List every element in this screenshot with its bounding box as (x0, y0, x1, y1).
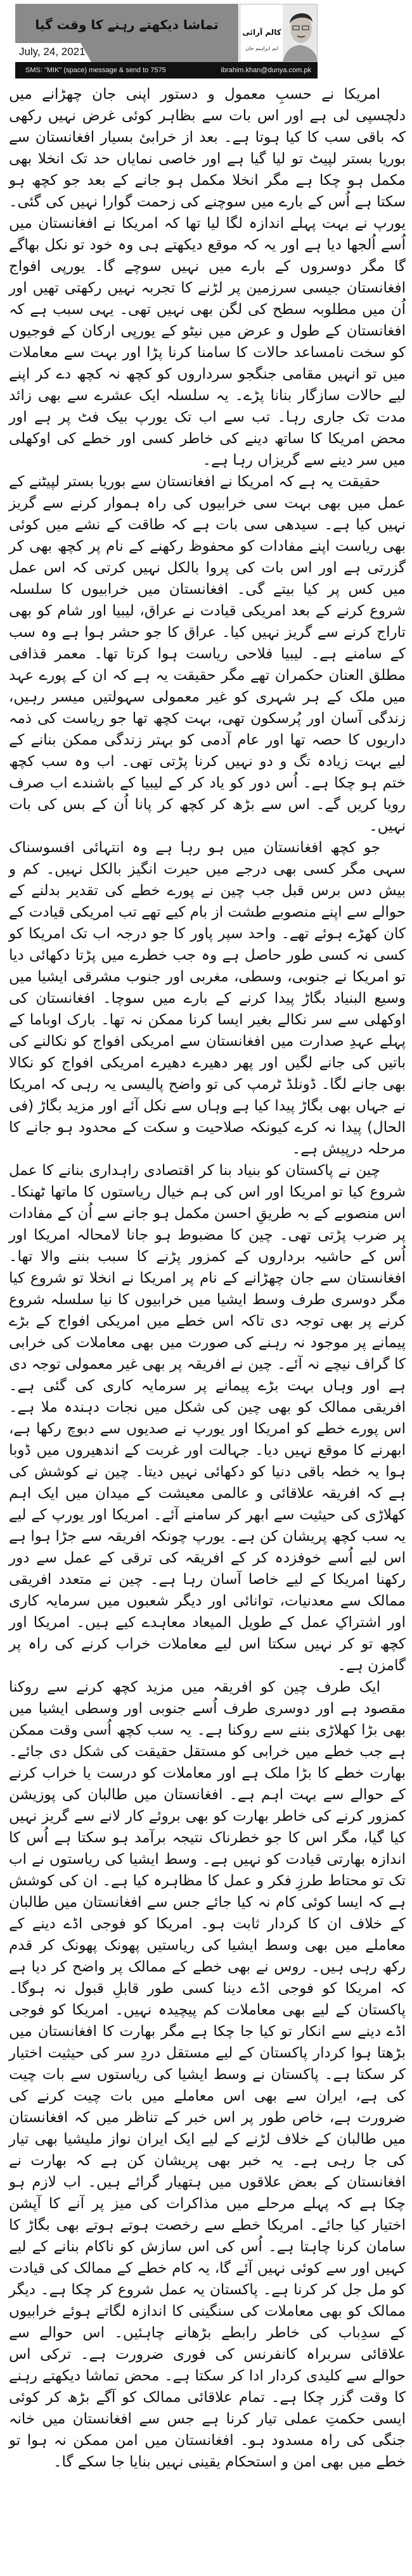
author-email[interactable]: ibrahim.khan@dunya.com.pk (221, 66, 311, 74)
contact-strip (15, 62, 318, 79)
publish-date: July, 24, 2021 (19, 46, 86, 58)
article-body (9, 84, 406, 2473)
column-header (15, 4, 318, 79)
article-paragraph: امریکا نے حسبِ معمول و دستور اپنی جان چھڑانے میں دلچسپی لی ہے اور اس بات سے بظاہر کوئی غرض نہیں رکھی کہ باقی سب کا کیا ہوتا ہے۔ بعد از خرابیٔ بسیار افغانستان سے بوریا بستر لپیٹ تو لیا گیا ہے اور خاصی نمایاں حد تک انخلا بھی مکمل ہو چکا ہے مگر انخلا مکمل ہو جانے کے بعد جو کچھ ہو سکتا ہے اُس کے بارے میں سوچنے کی زحمت گوارا نہیں کی گئی۔ یورپ نے بہت پہلے اندازہ لگا لیا تھا کہ امریکا نے افغانستان میں اُسے اُلجھا دیا ہے اور یہ کہ موقع دیکھتے ہی وہ خود تو نکل بھاگے گا مگر دوسروں کے بارے میں نہیں سوچے گا۔ یورپی افواج افغانستان جیسی سرزمین پر لڑنے کا تجربہ نہیں رکھتی تھیں اور اُن میں مطلوبہ سطح کی لگن بھی نہیں تھی۔ یہی سبب ہے کہ افغانستان کے طول و عرض میں نیٹو کے یورپی ارکان کے فوجیوں کو سخت نامساعد حالات کا سامنا کرنا پڑا اور بہت سے معاملات میں تو انہیں مقامی جنگجو سرداروں کو کچھ نہ کچھ دے کر اپنے لیے حالات سازگار بنانا پڑے۔ یہ سلسلہ ایک عشرے سے بھی زائد مدت تک جاری رہا۔ تب سے اب تک یورپ بیک فٹ پر ہے اور محض امریکا کا ساتھ دینے کی خاطر کسی اور خطے کی اوکھلی میں سر دینے سے گریزاں رہا ہے۔ (9, 86, 406, 468)
author-photo (283, 4, 317, 62)
sms-info: SMS: "MIK" (space) message & send to 7575 (25, 66, 166, 74)
author-name: ایم ابراہیم خان (245, 46, 278, 51)
columnist-profile (240, 4, 318, 62)
column-logo: کالم آرائی (242, 28, 281, 37)
article-paragraph: جو کچھ افغانستان میں ہو رہا ہے وہ انتہائی افسوسناک سہی مگر کسی بھی درجے میں حیرت انگیز بالکل نہیں۔ کم و بیش دس برس قبل جب چین نے پورے خطے کی تقدیر بدلنے کے حوالے سے اپنے منصوبے طشت از بام کیے تھے تب امریکی قیادت کے کان کھڑے ہوئے تھے۔ واحد سپر پاور کا جو درجہ اب تک امریکا کو کسی نہ کسی طور حاصل ہے وہ جب خطرے میں پڑتا دکھائی دیا تو امریکا نے جنوبی، وسطی، مغربی اور جنوب مشرقی ایشیا میں وسیع البنیاد بگاڑ پیدا کرنے کے بارے میں سوچا۔ افغانستان کی اوکھلی سے سر نکالے بغیر ایسا کرنا ممکن نہ تھا۔ بارک اوباما کے پہلے عہدِ صدارت میں افغانستان سے امریکی افواج کو نکالنے کی باتیں کی جانے لگیں اور پھر دھیرے دھیرے امریکی افواج کو نکالا بھی جانے لگا۔ ڈونلڈ ٹرمپ کی تو واضح پالیسی یہ رہی کہ امریکا نے جہاں بھی بگاڑ پیدا کیا ہے وہاں سے نکل آئے اور مزید بگاڑ (فی الحال) پیدا نہ کرے کیونکہ صلاحیت و سکت کے محدود ہو جانے کا مرحلہ درپیش ہے۔ (9, 839, 406, 1157)
article-paragraph: چین نے پاکستان کو بنیاد بنا کر اقتصادی راہداری بنانے کا عمل شروع کیا تو امریکا اور اس کی ہم خیال ریاستوں کا ماتھا ٹھنکا۔ اس منصوبے کے بہ طریقِ احسن مکمل ہو جانے سے اُن کے مفادات پر ضرب پڑتی تھی۔ چین کا مضبوط ہو جانا لامحالہ امریکا اور اُس کے حاشیہ برداروں کے کمزور پڑنے کا سبب بننے والا تھا۔ افغانستان سے جان چھڑانے کے نام پر امریکا نے انخلا تو شروع کیا مگر دوسری طرف وسط ایشیا میں خرابیوں کا نیا سلسلہ شروع کرنے پر بھی توجہ دی تاکہ اس خطے میں امریکی افواج کے بڑے پیمانے پر موجود نہ رہنے کی صورت میں بھی معاملات کی خرابی کا گراف نیچے نہ آئے۔ چین نے افریقہ پر بھی غیر معمولی توجہ دی ہے اور وہاں بہت بڑے پیمانے پر سرمایہ کاری کی گئی ہے۔ افریقی ممالک کو بھی چین کی شکل میں نجات دہندہ ملا ہے۔ اس پورے خطے کو امریکا اور یورپ نے صدیوں سے دبوچ رکھا ہے، ابھرنے کا موقع نہیں دیا۔ جہالت اور غربت کے اندھیروں میں ڈوبا ہوا یہ خطہ باقی دنیا کو دکھائی نہیں دیتا۔ چین نے کوشش کی ہے کہ افریقہ علاقائی و عالمی معیشت کے میدان میں ایک اہم کھلاڑی کی حیثیت سے ابھر کر سامنے آئے۔ امریکا اور یورپ کے لیے یہ سب کچھ پریشان کن ہے۔ یورپ چونکہ افریقہ سے جڑا ہوا ہے اس لیے اُسے خوفزدہ کر کے افریقہ کی ترقی کے عمل سے دور رکھنا امریکا کے لیے خاصا آسان رہا ہے۔ چین نے متعدد افریقی ممالک سے معدنیات، توانائی اور دیگر شعبوں میں سرمایہ کاری اور اشتراکِ عمل کے طویل المیعاد معاہدے کیے ہیں۔ امریکا اور کچھ تو کر نہیں سکتا اس لیے معاملات خراب کرنے کی راہ پر گامزن ہے۔ (9, 1162, 406, 1674)
article-paragraph: ایک طرف چین کو افریقہ میں مزید کچھ کرنے سے روکنا مقصود ہے اور دوسری طرف اُسے جنوبی اور وسطی ایشیا میں بھی بڑا کھلاڑی بننے سے روکنا ہے۔ یہ سب کچھ اُسی وقت ممکن ہے جب خطے میں خرابی کو مستقل حقیقت کی شکل دی جائے۔ بھارت خطے کا بڑا ملک ہے اور معاملات کو درست یا خراب کرنے کے حوالے سے بہت اہم ہے۔ افغانستان میں طالبان کی پوزیشن کمزور کرنے کی خاطر بھارت کو بھی بروئے کار لانے سے گریز نہیں کیا گیا، مگر اس کا جو خطرناک نتیجہ برآمد ہو سکتا ہے اُس کا اندازہ بھارتی قیادت کو نہیں ہے۔ وسط ایشیا کی ریاستوں نے اب تک تو محتاط طرزِ فکر و عمل کا مظاہرہ کیا ہے۔ ان کی کوشش ہے کہ ایسا کوئی کام نہ کیا جائے جس سے افغانستان میں طالبان کے خلاف ان کا کردار ثابت ہو۔ امریکا کو فوجی اڈے دینے کے معاملے میں بھی وسط ایشیا کی ریاستیں پھونک پھونک کر قدم رکھ رہی ہیں۔ روس نے بھی خطے کے ممالک پر واضح کر دیا ہے کہ امریکا کو فوجی اڈے دینا کسی طور قابلِ قبول نہ ہوگا۔ پاکستان کے لیے بھی معاملات کم پیچیدہ نہیں۔ امریکا کو فوجی اڈے دینے سے انکار تو کیا جا چکا ہے مگر بھارت کا افغانستان میں بڑھتا ہوا کردار پاکستان کے لیے مستقل دردِ سر کی حیثیت اختیار کر سکتا ہے۔ پاکستان نے وسط ایشیا کی ریاستوں سے بات چیت کی ہے، ایران سے بھی اس معاملے میں بات چیت کرنے کی ضرورت ہے، خاص طور پر اس خبر کے تناظر میں کہ افغانستان میں طالبان کے خلاف لڑنے کے لیے ایک ایران نواز ملیشیا بھی تیار کی جا رہی ہے۔ یہ خبر بھی پریشان کن ہے کہ بھارت نے افغانستان کے بعض علاقوں میں ہتھیار گرائے ہیں۔ اب لازم ہو چکا ہے کہ پہلے مرحلے میں مذاکرات کی میز پر آنے کا آپشن اختیار کیا جائے۔ امریکا خطے سے رخصت ہوتے ہوتے بھی بگاڑ کا سامان کرنا چاہتا ہے۔ اُس کی اس سازش کو ناکام بنانے کے لیے کہیں اور سے کوئی نہیں آئے گا، یہ کام خطے کے ممالک کی قیادت کو مل جل کر کرنا ہے۔ پاکستان یہ عمل شروع کر چکا ہے۔ دیگر ممالک کو بھی معاملات کی سنگینی کا اندازہ لگاتے ہوئے خرابیوں کے سدِباب کی خاطر رابطے بڑھانے چاہئیں۔ اس حوالے سے علاقائی سربراہ کانفرنس کی فوری ضرورت ہے۔ ترکی اس حوالے سے کلیدی کردار ادا کر سکتا ہے۔ محض تماشا دیکھتے رہنے کا وقت گزر چکا ہے۔ تمام علاقائی ممالک کو آگے بڑھ کر کوئی ایسی حکمتِ عملی تیار کرنا ہے جس سے افغانستان میں خانہ جنگی کی راہ مسدود ہو۔ افغانستان میں امن ممکن نہ ہوا تو خطے میں بھی امن و استحکام یقینی نہیں بنایا جا سکے گا۔ (9, 1679, 406, 2470)
article-paragraph: حقیقت یہ ہے کہ امریکا نے افغانستان سے بوریا بستر لپیٹنے کے عمل میں بھی بہت سی خرابیوں کی راہ ہموار کرنے سے گریز نہیں کیا ہے۔ سیدھی سی بات ہے کہ طاقت کے نشے میں کوئی بھی ریاست اپنے مفادات کو محفوظ رکھنے کے نام پر کچھ بھی کر گزرتی ہے اور اس بات کی پروا بالکل نہیں کرتی کہ اس عمل میں کس پر کیا بیتے گی۔ افغانستان میں خرابیوں کا سلسلہ شروع کرنے کے بعد امریکی قیادت نے عراق، لیبیا اور شام کو بھی تاراج کرنے سے گریز نہیں کیا۔ عراق کا جو حشر ہوا ہے وہ سب کے سامنے ہے۔ لیبیا فلاحی ریاست ہوا کرتا تھا۔ معمر قذافی مطلق العنان حکمران تھے مگر حقیقت یہ ہے کہ ان کے پورے عہد میں ملک کے ہر شہری کو غیر معمولی سہولتیں میسر رہیں، زندگی آسان اور پُرسکون تھی، بہت کچھ تھا جو ریاست کی ذمہ داریوں کا حصہ تھا اور عام آدمی کو بہتر زندگی ممکن بنانے کے لیے بہت زیادہ تگ و دو نہیں کرنا پڑتی تھی۔ اب وہ سب کچھ ختم ہو چکا ہے۔ اُس دور کو یاد کر کے لیبیا کے باشندے اب صرف رویا کریں گے۔ اس سے بڑھ کر کچھ کر پانا اُن کے بس کی بات نہیں۔ (9, 474, 406, 834)
column-title: تماشا دیکھتے رہنے کا وقت گیا (35, 17, 219, 32)
